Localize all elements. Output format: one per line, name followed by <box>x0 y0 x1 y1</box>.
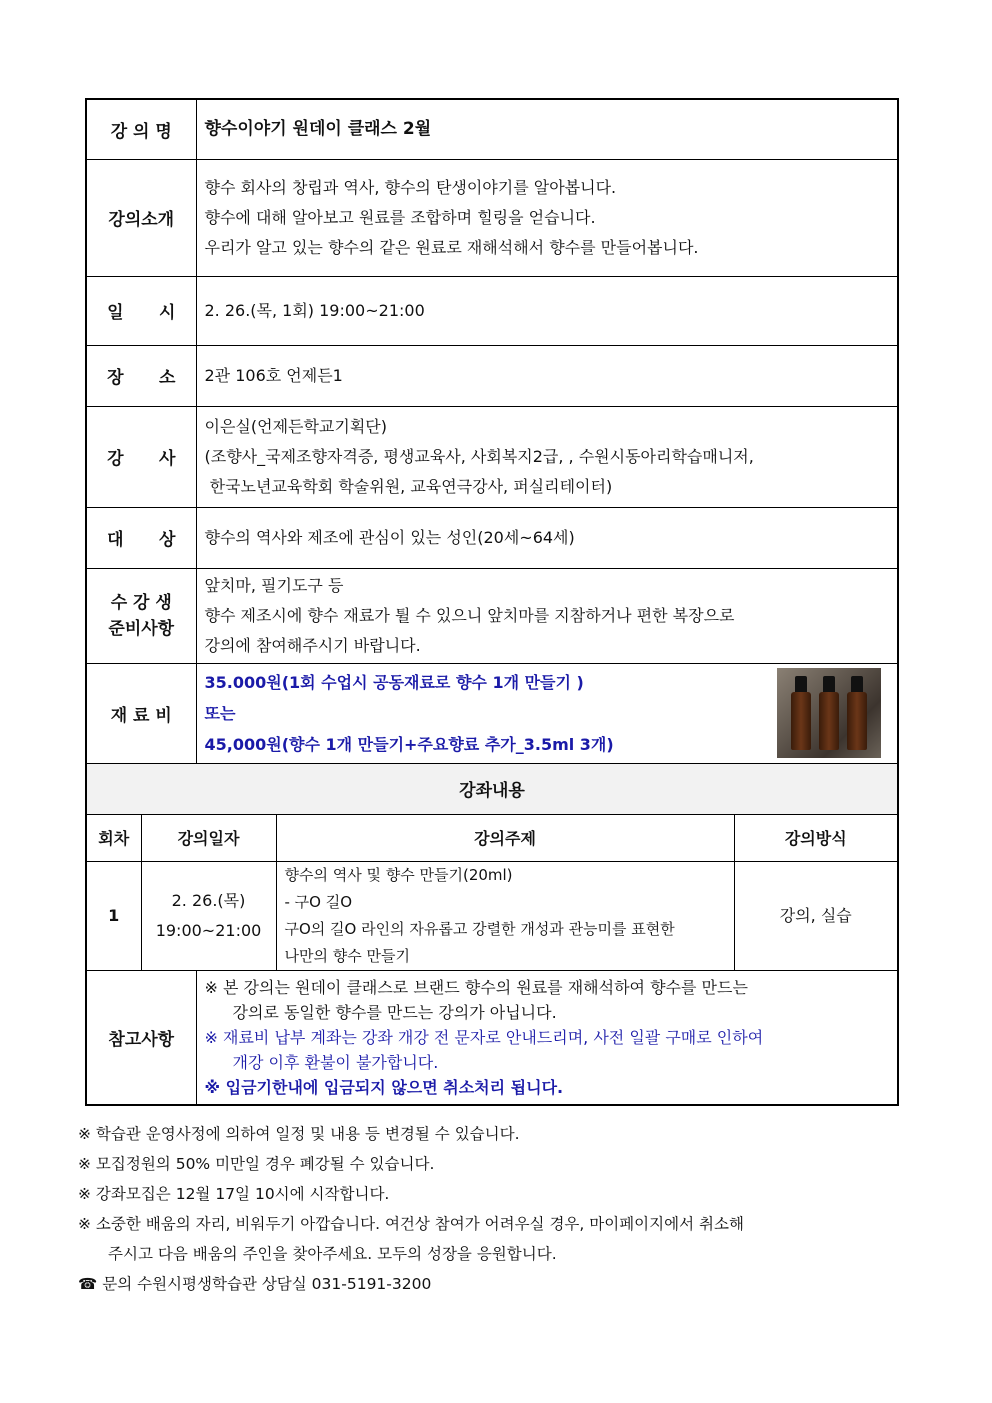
session-time-line: 19:00~21:00 <box>155 920 262 940</box>
course-place: 2관 106호 언제든1 <box>196 345 898 406</box>
note-line: 강의로 동일한 향수를 만드는 강의가 아닙니다. <box>232 1002 557 1022</box>
teacher-line: 이은실(언제든학교기획단) <box>204 416 388 436</box>
prep-label-line: 수 강 생 <box>110 592 172 613</box>
course-name: 향수이야기 원데이 클래스 2월 <box>196 99 898 159</box>
teacher-text <box>196 406 898 507</box>
topic-line: 향수의 역사 및 향수 만들기(20ml) <box>284 865 513 884</box>
note-line: ※ 재료비 납부 계좌는 강좌 개강 전 문자로 안내드리며, 사전 일괄 구매로 인하여 <box>204 1027 764 1047</box>
footer-line: ※ 소중한 배움의 자리, 비워두기 아깝습니다. 여건상 참여가 어려우실 경우, 마이페이지에서 취소해 <box>78 1215 744 1233</box>
bottle-shape <box>819 692 839 750</box>
label-prep <box>86 568 196 663</box>
course-date: 2. 26.(목, 1회) 19:00~21:00 <box>196 276 898 345</box>
prep-line: 향수 제조시에 향수 재료가 튈 수 있으니 앞치마를 지참하거나 편한 복장으로 <box>204 605 735 625</box>
topic-line: 구O의 길O 라인의 자유롭고 강렬한 개성과 관능미를 표현한 <box>284 919 675 938</box>
row-prep <box>86 568 898 663</box>
prep-line: 강의에 참여해주시기 바랍니다. <box>204 635 421 655</box>
bottle-shape <box>847 692 867 750</box>
label-course-name: 강 의 명 <box>86 99 196 159</box>
row-target <box>86 507 898 568</box>
note-line: ※ 입금기한내에 입금되지 않으면 취소처리 됩니다. <box>204 1077 564 1097</box>
row-place <box>86 345 898 406</box>
label-place: 장 소 <box>86 345 196 406</box>
session-no: 1 <box>86 861 141 970</box>
prep-label-line: 준비사항 <box>108 618 175 639</box>
label-teacher: 강 사 <box>86 406 196 507</box>
header-no: 회차 <box>86 814 141 861</box>
header-date: 강의일자 <box>141 814 276 861</box>
schedule-header-row <box>86 814 898 861</box>
prep-text <box>196 568 898 663</box>
header-topic: 강의주제 <box>276 814 734 861</box>
intro-text <box>196 159 898 276</box>
footer-line: ※ 학습관 운영사정에 의하여 일정 및 내용 등 변경될 수 있습니다. <box>78 1125 520 1143</box>
note-line: ※ 본 강의는 원데이 클래스로 브랜드 향수의 원료를 재해석하여 향수를 만드는 <box>204 977 748 997</box>
bottle-shape <box>791 692 811 750</box>
prep-line: 앞치마, 필기도구 등 <box>204 575 344 595</box>
session-method: 강의, 실습 <box>734 861 898 970</box>
row-course-name <box>86 99 898 159</box>
label-date: 일 시 <box>86 276 196 345</box>
label-fee: 재 료 비 <box>86 663 196 763</box>
footer-line: ※ 모집정원의 50% 미만일 경우 폐강될 수 있습니다. <box>78 1155 435 1173</box>
label-target: 대 상 <box>86 507 196 568</box>
teacher-line: 한국노년교육학회 학술위원, 교육연극강사, 퍼실리테이터) <box>204 476 613 496</box>
footer-line: 주시고 다음 배움의 주인을 찾아주세요. 모두의 성장을 응원합니다. <box>108 1245 557 1263</box>
session-topic <box>276 861 734 970</box>
row-intro <box>86 159 898 276</box>
course-target: 향수의 역사와 제조에 관심이 있는 성인(20세~64세) <box>196 507 898 568</box>
fee-line: 또는 <box>204 703 236 723</box>
table-row <box>86 861 898 970</box>
session-date <box>141 861 276 970</box>
perfume-bottles-photo <box>777 668 881 758</box>
fee-line: 35.000원(1회 수업시 공동재료로 향수 1개 만들기 ) <box>204 672 584 692</box>
notes-text <box>196 970 898 1105</box>
teacher-line: (조향사_국제조향자격증, 평생교육사, 사회복지2급, , 수원시동아리학습매니저, <box>204 446 754 466</box>
fee-text <box>196 663 898 763</box>
label-notes: 참고사항 <box>86 970 196 1105</box>
footer-line: ※ 강좌모집은 12월 17일 10시에 시작합니다. <box>78 1185 390 1203</box>
row-fee <box>86 663 898 763</box>
fee-line: 45,000원(향수 1개 만들기+주요향료 추가_3.5ml 3개) <box>204 734 614 754</box>
intro-line: 향수 회사의 창립과 역사, 향수의 탄생이야기를 알아봅니다. <box>204 177 617 197</box>
row-teacher <box>86 406 898 507</box>
row-notes <box>86 970 898 1105</box>
session-date-line: 2. 26.(목) <box>171 890 246 910</box>
footer-notes <box>78 1119 918 1299</box>
row-date <box>86 276 898 345</box>
course-info-sheet <box>85 98 897 1106</box>
intro-line: 향수에 대해 알아보고 원료를 조합하며 힐링을 얻습니다. <box>204 207 596 227</box>
section-title: 강좌내용 <box>86 763 898 814</box>
intro-line: 우리가 알고 있는 향수의 같은 원료로 재해석해서 향수를 만들어봅니다. <box>204 237 699 257</box>
course-table <box>85 98 899 1106</box>
note-line: 개강 이후 환불이 불가합니다. <box>232 1052 439 1072</box>
topic-line: 나만의 향수 만들기 <box>284 946 410 965</box>
row-section-title <box>86 763 898 814</box>
footer-contact: ☎ 문의 수원시평생학습관 상담실 031-5191-3200 <box>78 1275 432 1293</box>
topic-line: - 구O 길O <box>284 892 353 911</box>
label-intro: 강의소개 <box>86 159 196 276</box>
header-method: 강의방식 <box>734 814 898 861</box>
